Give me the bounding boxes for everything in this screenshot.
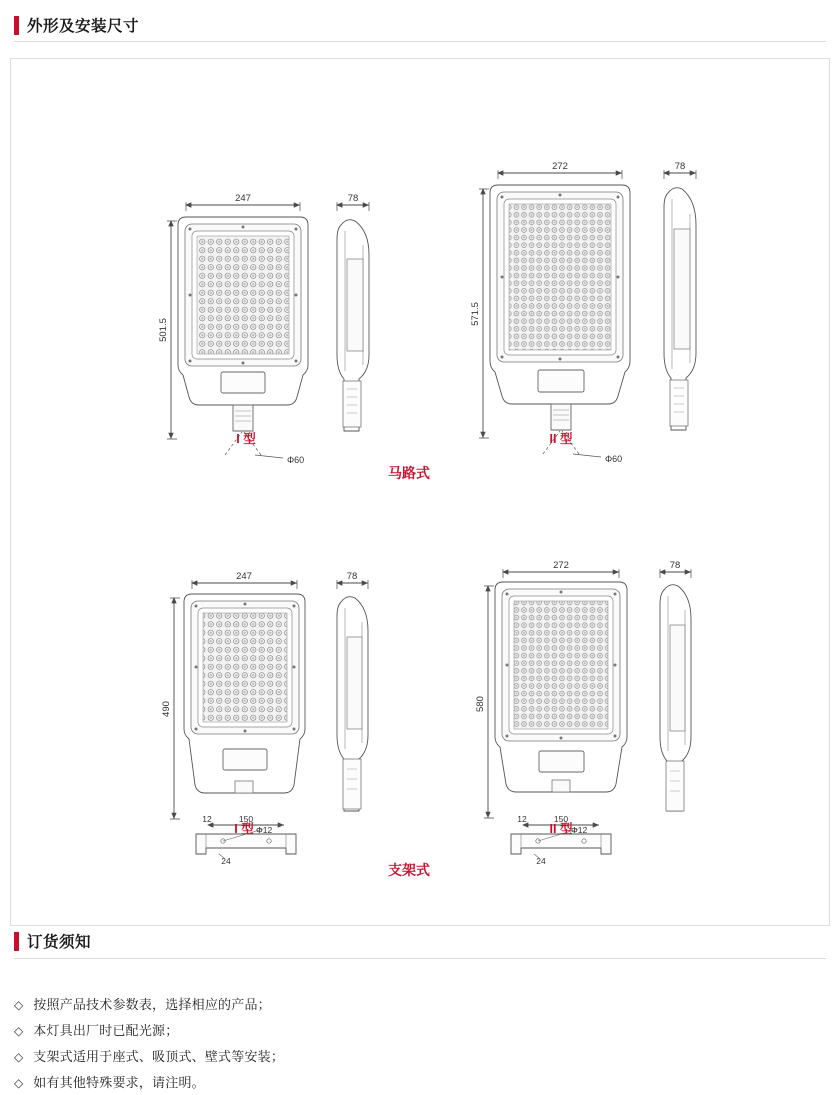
road-type-2-front-view: [490, 185, 630, 454]
dim-bracket2-base-span: 150: [553, 814, 569, 824]
dim-bracket1-width: 247: [236, 571, 252, 582]
road-type-1-front-view: [178, 217, 308, 455]
dim-bracket1-base-hole: Φ12: [256, 825, 273, 835]
dim-road2-width: 272: [552, 161, 568, 172]
bracket-type-2-side-view: [660, 560, 691, 811]
road-type-1-side-view: [337, 193, 369, 431]
bracket-type-1-front-view: [184, 594, 305, 793]
dimension-drawings-svg: [11, 59, 829, 925]
section-title: 外形及安装尺寸: [27, 18, 140, 35]
dim-bracket2-base-thick: 24: [536, 856, 546, 866]
dim-bracket1-base-span: 150: [238, 814, 254, 824]
dim-road2-height: 571.5: [470, 302, 481, 326]
note-text: 如有其他特殊要求，请注明。: [33, 1075, 205, 1090]
dim-road1-height: 501.5: [158, 318, 169, 342]
dim-bracket1-base-edge: 12: [202, 814, 212, 824]
section-divider-dimensions: [14, 41, 826, 42]
diamond-bullet-icon: ◇: [14, 1050, 24, 1064]
accent-bar: [14, 16, 19, 35]
accent-bar: [14, 932, 19, 951]
section-heading-dimensions: [14, 14, 139, 36]
bracket-type-1-side-view: [337, 571, 368, 811]
dim-bracket2-base-edge: 12: [517, 814, 527, 824]
dim-road2-side-width: 78: [674, 161, 686, 172]
section-divider-ordering: [14, 958, 826, 959]
caption-group-road: 马路式: [388, 465, 430, 481]
dim-bracket1-height: 490: [161, 701, 172, 717]
note-text: 按照产品技术参数表，选择相应的产品；: [33, 997, 271, 1012]
road-type-2-side-view: [664, 161, 696, 430]
caption-road-type-2: II 型: [549, 432, 573, 446]
dim-road2-mount: Φ60: [605, 454, 623, 464]
dim-bracket1-base-thick: 24: [221, 856, 231, 866]
caption-road-type-1: I 型: [236, 432, 256, 446]
dimension-drawing-frame: [10, 58, 830, 926]
bracket-type-2-front-view: [495, 582, 627, 792]
section-heading-ordering: [14, 930, 91, 952]
dim-bracket2-width: 272: [553, 560, 569, 571]
dim-bracket2-side-width: 78: [669, 560, 681, 571]
ordering-notes-list: [14, 992, 714, 1095]
diamond-bullet-icon: ◇: [14, 1024, 24, 1038]
list-item: [14, 1044, 714, 1070]
note-text: 支架式适用于座式、吸顶式、壁式等安装；: [33, 1049, 285, 1064]
list-item: [14, 992, 714, 1018]
dim-road1-mount: Φ60: [287, 455, 305, 465]
dim-road1-width: 247: [235, 193, 251, 204]
caption-group-bracket: 支架式: [388, 862, 430, 878]
caption-bracket-type-2: II 型: [549, 822, 573, 836]
diamond-bullet-icon: ◇: [14, 1076, 24, 1090]
list-item: [14, 1018, 714, 1044]
dim-bracket1-side-width: 78: [346, 571, 358, 582]
note-text: 本灯具出厂时已配光源；: [33, 1023, 179, 1038]
dim-bracket2-height: 580: [475, 696, 486, 712]
dim-bracket2-base-hole: Φ12: [571, 825, 588, 835]
dim-road1-side-width: 78: [347, 193, 359, 204]
diamond-bullet-icon: ◇: [14, 998, 24, 1012]
list-item: [14, 1070, 714, 1095]
caption-bracket-type-1: I 型: [234, 822, 254, 836]
section-title: 订货须知: [27, 934, 92, 951]
